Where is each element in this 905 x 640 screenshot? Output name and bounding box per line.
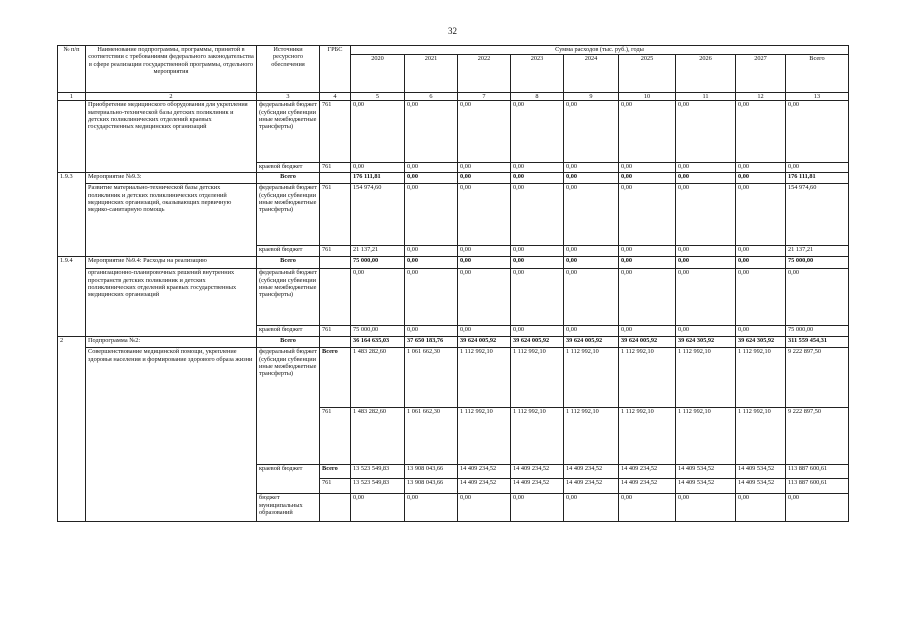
year-value: 0,00 [405,269,458,326]
total-value: 176 111,81 [786,173,849,184]
header-year: 2023 [511,55,564,93]
year-value: 13 908 043,66 [405,479,458,494]
grbs-code: 761 [320,479,351,494]
year-value: 14 409 234,52 [511,465,564,479]
year-value: 14 409 534,52 [736,465,786,479]
year-value: 0,00 [564,326,619,337]
header-year: 2027 [736,55,786,93]
year-value: 14 409 534,52 [736,479,786,494]
total-value: 113 887 600,61 [786,465,849,479]
year-value: 1 112 992,10 [676,408,736,465]
year-value: 0,00 [676,246,736,257]
grbs-code: 761 [320,326,351,337]
year-value: 1 112 992,10 [564,348,619,408]
grbs-code [320,494,351,522]
total-value: 0,00 [786,494,849,522]
year-value: 37 650 183,76 [405,337,458,348]
year-value: 1 112 992,10 [736,348,786,408]
year-value: 1 112 992,10 [511,408,564,465]
year-value: 14 409 234,52 [458,465,511,479]
year-value: 1 483 282,60 [351,408,405,465]
year-value: 14 409 234,52 [619,465,676,479]
row-name: Мероприятие №9.3: [86,173,257,184]
budget-table [57,45,849,522]
header-source: Источники ресурсного обеспечения [257,46,320,93]
year-value: 0,00 [405,246,458,257]
total-value: 75 000,00 [786,326,849,337]
year-value: 1 112 992,10 [676,348,736,408]
year-value: 0,00 [676,326,736,337]
year-value: 13 908 043,66 [405,465,458,479]
year-value: 0,00 [619,163,676,173]
year-value: 14 409 534,52 [676,479,736,494]
funding-source: Всего [257,257,320,269]
year-value: 1 112 992,10 [619,408,676,465]
year-value: 0,00 [458,257,511,269]
year-value: 1 112 992,10 [458,408,511,465]
table-row [58,173,849,184]
year-value: 0,00 [405,101,458,163]
year-value: 0,00 [511,494,564,522]
year-value: 0,00 [564,246,619,257]
total-value: 154 974,60 [786,184,849,246]
header-year: 2026 [676,55,736,93]
column-number: 6 [405,93,458,101]
year-value: 0,00 [458,269,511,326]
year-value: 1 112 992,10 [736,408,786,465]
year-value: 1 061 662,30 [405,348,458,408]
year-value: 0,00 [676,173,736,184]
year-value: 0,00 [511,184,564,246]
year-value: 0,00 [458,184,511,246]
funding-source: федеральный бюджет (субсидии субвенции иные межбюджетные трансферты) [257,269,320,326]
year-value: 0,00 [676,184,736,246]
column-number: 1 [58,93,86,101]
year-value: 0,00 [405,326,458,337]
year-value: 0,00 [564,257,619,269]
year-value: 0,00 [458,163,511,173]
header-year: 2020 [351,55,405,93]
year-value: 0,00 [736,494,786,522]
year-value: 0,00 [619,184,676,246]
year-value: 154 974,60 [351,184,405,246]
table-body [58,101,849,522]
total-value: 9 222 897,50 [786,408,849,465]
year-value: 39 624 305,92 [676,337,736,348]
grbs-code: Всего [320,465,351,479]
year-value: 1 112 992,10 [564,408,619,465]
page-number: 32 [448,26,457,36]
year-value: 0,00 [676,494,736,522]
row-name: Мероприятие №9.4: Расходы на реализацию [86,257,257,269]
year-value: 0,00 [619,257,676,269]
column-number: 11 [676,93,736,101]
year-value: 75 000,00 [351,326,405,337]
year-value: 0,00 [564,269,619,326]
row-number: 1.9.4 [58,257,86,337]
row-number: 2 [58,337,86,522]
year-value: 0,00 [676,257,736,269]
year-value: 36 164 635,03 [351,337,405,348]
total-value: 113 887 600,61 [786,479,849,494]
year-value: 0,00 [511,173,564,184]
year-value: 0,00 [619,269,676,326]
column-number: 4 [320,93,351,101]
total-value: 21 137,21 [786,246,849,257]
total-value: 0,00 [786,163,849,173]
year-value: 0,00 [351,101,405,163]
column-number: 13 [786,93,849,101]
year-value: 0,00 [619,246,676,257]
year-value: 0,00 [676,269,736,326]
year-value: 0,00 [619,326,676,337]
column-number: 12 [736,93,786,101]
year-value: 1 112 992,10 [619,348,676,408]
year-value: 0,00 [458,173,511,184]
year-value: 1 112 992,10 [458,348,511,408]
grbs-code [320,269,351,326]
year-value: 0,00 [564,494,619,522]
header-grbs: ГРБС [320,46,351,93]
grbs-code [320,337,351,348]
year-value: 0,00 [351,269,405,326]
year-value: 176 111,81 [351,173,405,184]
header-name: Наименование подпрограммы, программы, принятой в соответствии с требованиями федерального законодательства в сфере реализации государственной программы, отдельного мероприятия [86,46,257,93]
year-value: 1 112 992,10 [511,348,564,408]
year-value: 0,00 [511,163,564,173]
year-value: 39 624 005,92 [511,337,564,348]
year-value: 0,00 [736,184,786,246]
year-value: 13 523 549,83 [351,465,405,479]
table-row [58,101,849,163]
column-number: 7 [458,93,511,101]
year-value: 0,00 [458,101,511,163]
header-year: 2024 [564,55,619,93]
row-name: Развитие материально-технической базы детских поликлиник и детских поликлинических отделений медицинских организаций, оказывающих первичную медико-санитарную помощь [86,184,257,257]
row-name: организационно-планировочных решений внутренних пространств детских поликлиник и детских поликлинических отделений краевых государственных медицинских организаций [86,269,257,337]
funding-source: федеральный бюджет (субсидии субвенции иные межбюджетные трансферты) [257,348,320,465]
total-value: 75 000,00 [786,257,849,269]
year-value: 0,00 [564,101,619,163]
year-value: 1 061 662,30 [405,408,458,465]
year-value: 14 409 234,52 [511,479,564,494]
column-number: 5 [351,93,405,101]
year-value: 14 409 234,52 [619,479,676,494]
year-value: 0,00 [736,269,786,326]
column-number: 8 [511,93,564,101]
column-numbers-row [58,93,849,101]
year-value: 0,00 [736,246,786,257]
year-value: 39 624 005,92 [458,337,511,348]
header-sum: Сумма расходов (тыс. руб.), годы [351,46,849,55]
row-number: 1.9.3 [58,173,86,257]
year-value: 0,00 [736,173,786,184]
funding-source: бюджет муниципальных образований [257,494,320,522]
row-number [58,101,86,173]
year-value: 0,00 [351,163,405,173]
funding-source: краевой бюджет [257,465,320,494]
year-value: 0,00 [458,326,511,337]
grbs-code: 761 [320,184,351,246]
header-num: № п/п [58,46,86,93]
column-number: 3 [257,93,320,101]
year-value: 39 624 305,92 [736,337,786,348]
funding-source: федеральный бюджет (субсидии субвенции иные межбюджетные трансферты) [257,101,320,163]
year-value: 0,00 [511,246,564,257]
table-row [58,348,849,408]
row-name: Совершенствование медицинской помощи, укрепление здоровья населения и формирование здорового образа жизни [86,348,257,522]
table-row [58,184,849,246]
table-row [58,257,849,269]
year-value: 0,00 [736,326,786,337]
total-value: 9 222 897,50 [786,348,849,408]
header-year: 2022 [458,55,511,93]
grbs-code: 761 [320,163,351,173]
total-value: 0,00 [786,269,849,326]
year-value: 14 409 234,52 [458,479,511,494]
header-year: 2021 [405,55,458,93]
year-value: 39 624 005,92 [619,337,676,348]
funding-source: Всего [257,173,320,184]
year-value: 0,00 [405,184,458,246]
year-value: 0,00 [405,173,458,184]
header-year: 2025 [619,55,676,93]
year-value: 0,00 [619,101,676,163]
header-total: Всего [786,55,849,93]
grbs-code: 761 [320,101,351,163]
year-value: 75 000,00 [351,257,405,269]
row-name: Приобретение медицинского оборудования для укрепления материально-технической базы детских поликлиник и детских поликлинических отделений краевых государственных медицинских организаций [86,101,257,173]
year-value: 0,00 [736,163,786,173]
year-value: 0,00 [619,173,676,184]
year-value: 0,00 [351,494,405,522]
year-value: 0,00 [736,101,786,163]
column-number: 10 [619,93,676,101]
year-value: 0,00 [564,184,619,246]
total-value: 0,00 [786,101,849,163]
year-value: 1 483 282,60 [351,348,405,408]
year-value: 14 409 534,52 [676,465,736,479]
year-value: 39 624 005,92 [564,337,619,348]
total-value: 311 559 454,31 [786,337,849,348]
funding-source: краевой бюджет [257,163,320,173]
grbs-code: Всего [320,348,351,408]
year-value: 0,00 [619,494,676,522]
year-value: 21 137,21 [351,246,405,257]
year-value: 0,00 [405,163,458,173]
grbs-code [320,173,351,184]
row-name: Подпрограмма №2: [86,337,257,348]
grbs-code [320,257,351,269]
column-number: 9 [564,93,619,101]
year-value: 0,00 [458,246,511,257]
year-value: 0,00 [458,494,511,522]
funding-source: федеральный бюджет (субсидии субвенции иные межбюджетные трансферты) [257,184,320,246]
year-value: 0,00 [511,326,564,337]
grbs-code: 761 [320,246,351,257]
year-value: 14 409 234,52 [564,479,619,494]
year-value: 13 523 549,83 [351,479,405,494]
year-value: 0,00 [676,163,736,173]
funding-source: краевой бюджет [257,326,320,337]
year-value: 0,00 [564,173,619,184]
column-number: 2 [86,93,257,101]
year-value: 0,00 [405,494,458,522]
table-row [58,337,849,348]
year-value: 0,00 [405,257,458,269]
year-value: 0,00 [511,101,564,163]
grbs-code: 761 [320,408,351,465]
funding-source: Всего [257,337,320,348]
funding-source: краевой бюджет [257,246,320,257]
year-value: 0,00 [676,101,736,163]
table-row [58,269,849,326]
year-value: 14 409 234,52 [564,465,619,479]
year-value: 0,00 [736,257,786,269]
year-value: 0,00 [564,163,619,173]
year-value: 0,00 [511,257,564,269]
year-value: 0,00 [511,269,564,326]
